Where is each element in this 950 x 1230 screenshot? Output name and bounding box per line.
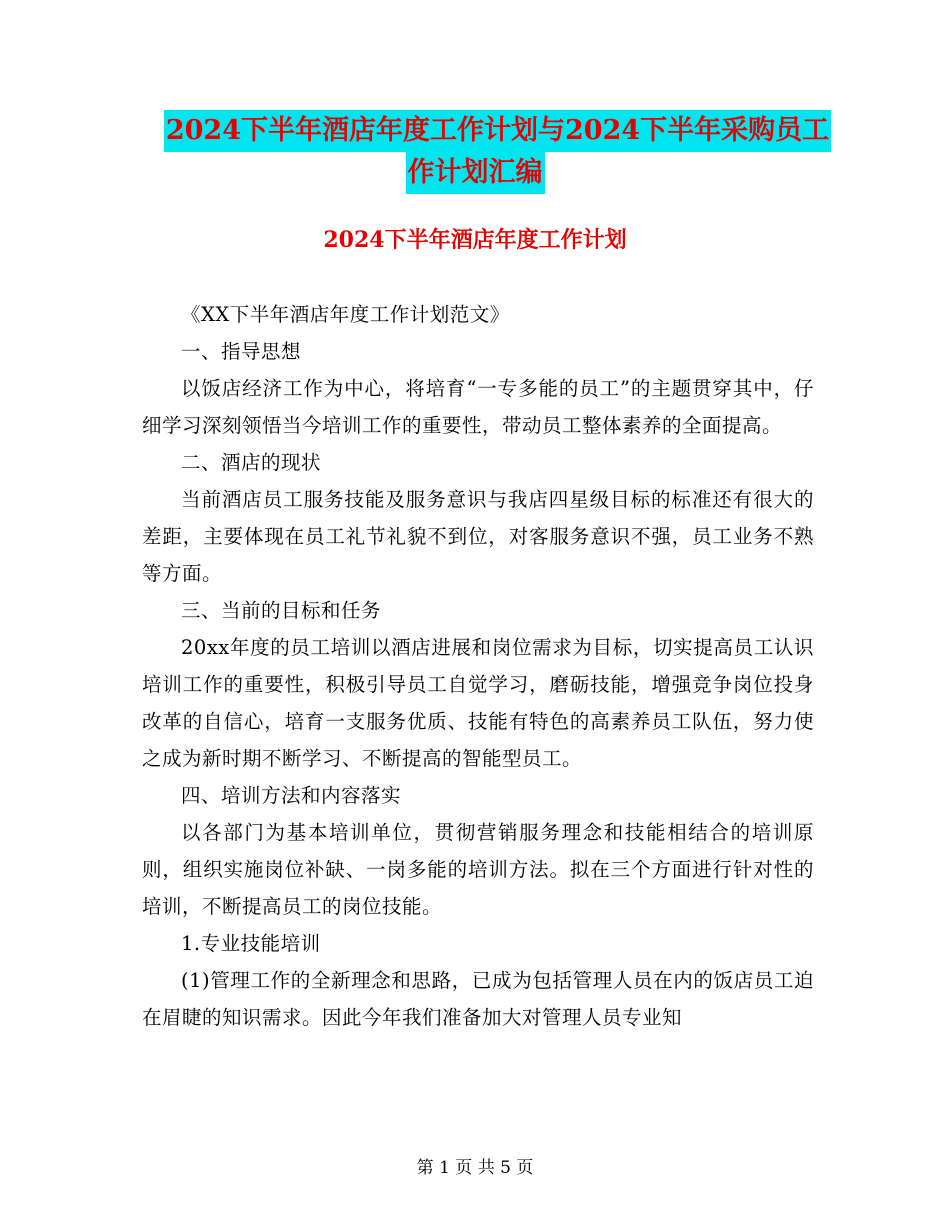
paragraph: 以饭店经济工作为中心，将培育“一专多能的员工”的主题贯穿其中，仔细学习深刻领悟当今培训工作的重要性，带动员工整体素养的全面提高。: [142, 377, 814, 437]
paragraph: 一、指导思想: [181, 340, 302, 363]
paragraph: 三、当前的目标和任务: [181, 599, 382, 622]
paragraph: 20xx年度的员工培训以酒店进展和岗位需求为目标，切实提高员工认识培训工作的重要性，积极引导员工自觉学习，磨砺技能，增强竞争岗位投身改革的自信心，培育一支服务优质、技能有特色的高素养员工队伍，努力使之成为新时期不断学习、不断提高的智能型员工。: [142, 636, 814, 770]
title-line-1: 2024下半年酒店年度工作计划与2024下半年采购员工: [164, 110, 831, 152]
paragraph: (1)管理工作的全新理念和思路，已成为包括管理人员在内的饭店员工迫在眉睫的知识需求。因此今年我们准备加大对管理人员专业知: [142, 969, 814, 1029]
paragraph: 1.专业技能培训: [181, 932, 321, 955]
title-line-2: 作计划汇编: [406, 152, 545, 194]
document-title: [0, 110, 950, 194]
paragraph: 以各部门为基本培训单位，贯彻营销服务理念和技能相结合的培训原则，组织实施岗位补缺、一岗多能的培训方法。拟在三个方面进行针对性的培训，不断提高员工的岗位技能。: [142, 821, 814, 918]
paragraph: 二、酒店的现状: [181, 451, 322, 474]
paragraph: 当前酒店员工服务技能及服务意识与我店四星级目标的标准还有很大的差距，主要体现在员工礼节礼貌不到位，对客服务意识不强，员工业务不熟等方面。: [142, 488, 814, 585]
paragraph: 《XX下半年酒店年度工作计划范文》: [181, 303, 510, 326]
page-footer: 第 1 页 共 5 页: [416, 1158, 534, 1178]
document-body: [142, 296, 814, 1036]
paragraph: 四、培训方法和内容落实: [181, 784, 402, 807]
section-heading: 2024下半年酒店年度工作计划: [323, 227, 627, 253]
